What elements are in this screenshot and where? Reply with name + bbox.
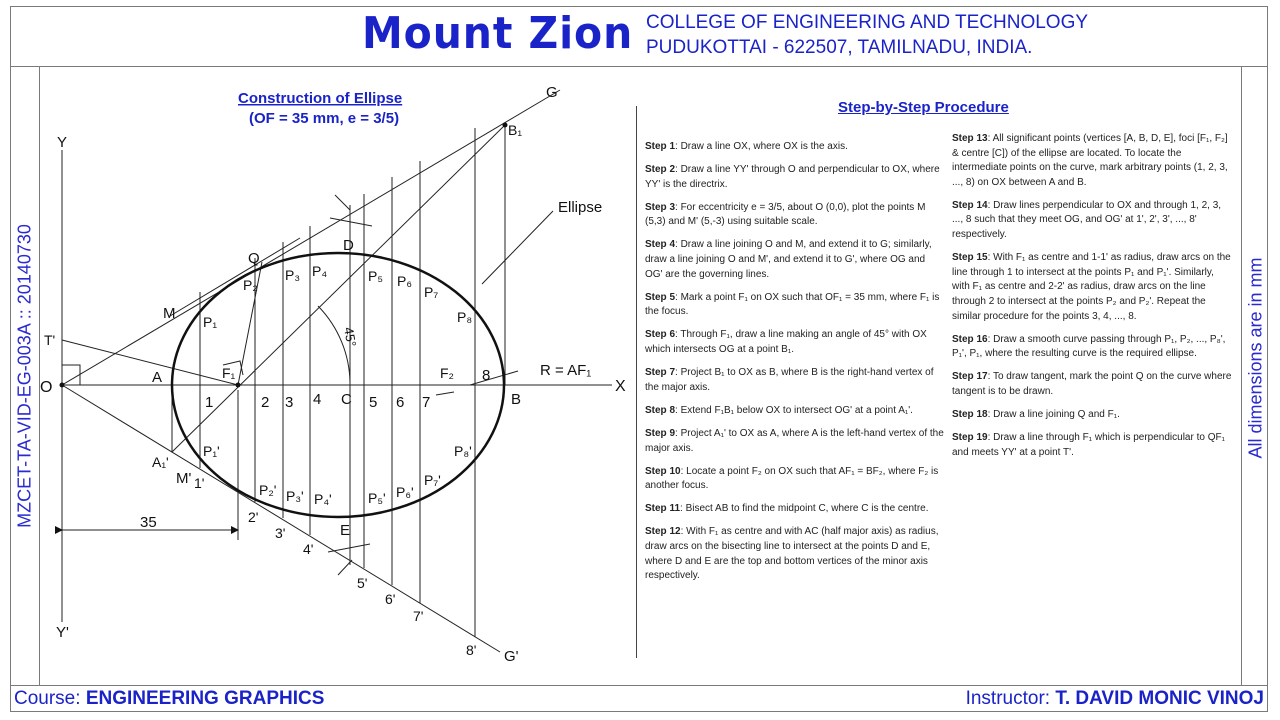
lower-num-7: 7'	[413, 608, 424, 624]
tangent-at-q	[170, 238, 300, 316]
course-info	[14, 688, 324, 710]
label-g: G	[546, 84, 558, 101]
point-p5: P₅	[368, 268, 383, 284]
label-f1: F₁	[222, 365, 236, 381]
procedure-step	[645, 238, 945, 282]
dimensions-note: All dimensions are in mm	[1245, 257, 1266, 459]
governing-line-og	[62, 90, 560, 385]
procedure-column-2	[952, 132, 1232, 469]
step-text: : Mark a point F₁ on OX such that OF₁ = 35 mm, where F₁ is the focus.	[645, 291, 940, 318]
step-text: : Draw a line joining Q and F₁.	[987, 409, 1120, 420]
step-text: : Locate a point F₂ on OX such that AF₁ = BF₂, where F₂ is another focus.	[645, 465, 939, 492]
step-text: : To draw tangent, mark the point Q on the curve where tangent is to be drawn.	[952, 371, 1232, 397]
point-p5-prime: P₅'	[368, 490, 386, 506]
procedure-step	[645, 465, 945, 494]
point-p6-prime: P₆'	[396, 484, 414, 500]
label-g-prime: G'	[504, 648, 519, 665]
step-text: : Draw a line joining O and M, and extend it to G; similarly, draw a line joining O and M', and extend it to G', where OG and OG' are the governing lines.	[645, 239, 932, 280]
procedure-step	[645, 427, 945, 456]
axis-num-7: 7	[422, 394, 431, 411]
step-label: Step 11	[645, 503, 681, 515]
step-label: Step 17	[952, 371, 988, 383]
point-p4: P₄	[312, 263, 328, 279]
step-label: Step 14	[952, 199, 988, 211]
point-p1: P₁	[203, 314, 218, 330]
label-e: E	[340, 522, 351, 539]
axis-num-8: 8	[482, 367, 491, 384]
lower-num-4: 4'	[303, 541, 314, 557]
instructor-value: T. DAVID MONIC VINOJ	[1055, 688, 1264, 709]
step-text: : All significant points (vertices [A, B, D, E], foci [F₁, F₂] & centre [C]) of the ellipse are located. To locate the intermediate points on the curve, mark arbitrary points (1, 2, 3, ..., 8) on OX between A and B.	[952, 133, 1228, 188]
point-p4-prime: P₄'	[314, 491, 332, 507]
step-label: Step 1	[645, 141, 676, 152]
point-p3-prime: P₃'	[286, 488, 304, 504]
procedure-step	[645, 525, 945, 583]
point-p7-prime: P₇'	[424, 472, 441, 488]
axis-num-1: 1	[205, 394, 214, 411]
lower-num-5: 5'	[357, 575, 368, 591]
procedure-step	[645, 163, 945, 192]
right-angle-mark-o	[62, 365, 80, 385]
point-p3: P₃	[285, 267, 301, 283]
procedure-title: Step-by-Step Procedure	[838, 99, 1009, 116]
procedure-step	[952, 132, 1232, 190]
step-text: : Bisect AB to find the midpoint C, where C is the centre.	[680, 503, 929, 515]
label-y: Y	[57, 134, 68, 151]
governing-line-og-prime	[62, 385, 500, 652]
label-m: M	[163, 305, 176, 322]
point-p6: P₆	[397, 273, 412, 289]
instructor-info	[966, 688, 1264, 710]
procedure-step	[952, 431, 1232, 460]
procedure-step	[645, 328, 945, 357]
lower-num-6: 6'	[385, 591, 396, 607]
step-label: Step 19	[952, 432, 988, 444]
label-y-prime: Y'	[56, 624, 69, 641]
step-text: : Draw lines perpendicular to OX and through 1, 2, 3, ..., 8 such that they meet OG, and OG' at 1', 2', 3', ..., 8' respectively.	[952, 199, 1222, 241]
label-q: Q	[248, 250, 260, 267]
label-b1: B₁	[508, 122, 523, 138]
lower-num-8: 8'	[466, 642, 477, 658]
step-label: Step 8	[645, 404, 676, 416]
ellipse-construction-diagram	[0, 0, 640, 690]
step-text: : For eccentricity e = 3/5, about O (0,0), plot the points M (5,3) and M' (5,-3) using suitable scale.	[645, 201, 926, 228]
point-p7: P₇	[424, 284, 439, 300]
point-p8: P₈	[457, 309, 473, 325]
step-label: Step 13	[952, 133, 988, 144]
instructor-label: Instructor:	[965, 688, 1056, 709]
label-d: D	[343, 237, 354, 254]
step-text: : With F₁ as centre and 1-1' as radius, draw arcs on the line through 1 to intersect at the points P₁ and P₁'. Similarly, with F₁ as centre and 2-2' as radius, draw arcs on the line through 2 to intersect at the points P₂ and P₂'. Repeat the similar procedure for the points 3, 4, ..., 8.	[952, 252, 1231, 322]
ellipse-label: Ellipse	[558, 199, 603, 216]
college-line-2: PUDUKOTTAI - 622507, TAMILNADU, INDIA.	[646, 37, 1033, 58]
b1-dot	[503, 123, 508, 128]
lower-num-2: 2'	[248, 509, 259, 525]
step-text: : Draw a line YY' through O and perpendicular to OX, where YY' is the directrix.	[645, 164, 940, 190]
procedure-step	[645, 404, 945, 419]
line-b1-a1	[172, 125, 505, 452]
axis-num-4: 4	[313, 391, 322, 408]
label-f2: F₂	[440, 365, 454, 381]
diagram-subtitle: (OF = 35 mm, e = 3/5)	[249, 110, 400, 127]
brand-logo-text: Mount Zion	[362, 8, 634, 59]
label-a: A	[152, 369, 163, 386]
r-leader	[470, 371, 518, 385]
axis-num-5: 5	[369, 394, 378, 411]
step-label: Step 12	[645, 526, 681, 538]
step-label: Step 2	[645, 164, 676, 176]
step-label: Step 9	[645, 427, 676, 439]
point-p2-prime: P₂'	[259, 482, 277, 498]
label-m-prime: M'	[176, 470, 192, 487]
bisector-mark-top	[335, 195, 350, 210]
label-a1-prime: A₁'	[152, 454, 169, 470]
step-text: : Draw a smooth curve passing through P₁, P₂, ..., P₈', P₁', P₁, where the resulting curve is the required ellipse.	[952, 333, 1226, 360]
point-p8-prime: P₈'	[454, 443, 472, 459]
procedure-step	[952, 370, 1232, 399]
procedure-column-1	[645, 140, 945, 592]
procedure-step	[952, 408, 1232, 423]
step-label: Step 7	[645, 367, 676, 379]
step-text: : Extend F₁B₁ below OX to intersect OG' at a point A₁'.	[675, 404, 913, 416]
procedure-step	[645, 502, 945, 517]
document-code: MZCET-TA-VID-EG-003A :: 20140730	[14, 224, 35, 528]
step-label: Step 5	[645, 291, 676, 303]
ellipse-leader	[482, 211, 553, 284]
procedure-step	[952, 251, 1232, 324]
step-text: : With F₁ as centre and with AC (half major axis) as radius, draw arcs on the bisecting line to intersect at the points D and E, where D and E are the top and bottom vertices of the minor axis respectively.	[645, 526, 939, 582]
step-label: Step 6	[645, 329, 676, 341]
dimension-35-label: 35	[140, 514, 157, 531]
step-text: : Project B₁ to OX as B, where B is the right-hand vertex of the major axis.	[645, 367, 934, 393]
lower-num-3: 3'	[275, 525, 286, 541]
r-label: R = AF₁	[540, 362, 592, 379]
point-p1-prime: P₁'	[203, 443, 220, 459]
college-line-1: COLLEGE OF ENGINEERING AND TECHNOLOGY	[646, 12, 1089, 33]
college-name	[646, 10, 1088, 60]
procedure-divider	[636, 106, 637, 658]
step-label: Step 18	[952, 409, 988, 420]
label-o: O	[40, 379, 53, 396]
course-value: ENGINEERING GRAPHICS	[85, 688, 325, 709]
label-x: X	[615, 378, 626, 395]
label-t-prime: T'	[44, 332, 56, 348]
step-label: Step 16	[952, 333, 988, 345]
point-p2: P₂	[243, 277, 258, 293]
step-text: : Through F₁, draw a line making an angle of 45° with OX which intersects OG at a point B₁.	[645, 329, 927, 356]
label-c: C	[341, 391, 352, 408]
procedure-step	[645, 201, 945, 230]
step-text: : Draw a line OX, where OX is the axis.	[675, 141, 848, 152]
step-label: Step 15	[952, 252, 988, 264]
tangent-t-line	[62, 340, 238, 385]
procedure-step	[645, 291, 945, 320]
step-text: : Project A₁' to OX as A, where A is the left-hand vertex of the major axis.	[645, 427, 944, 454]
label-b: B	[511, 391, 522, 408]
procedure-step	[952, 333, 1232, 362]
arc-r-mark	[436, 392, 454, 395]
origin-dot	[60, 383, 65, 388]
step-label: Step 10	[645, 465, 681, 477]
right-margin-divider	[1241, 66, 1242, 685]
angle-label: 45°	[341, 325, 360, 348]
course-label: Course:	[14, 688, 86, 709]
focus-f1-dot	[236, 383, 241, 388]
axis-num-2: 2	[261, 394, 270, 411]
procedure-step	[645, 140, 945, 155]
procedure-step	[645, 366, 945, 395]
procedure-step	[952, 199, 1232, 243]
diagram-title: Construction of Ellipse	[238, 90, 403, 107]
axis-num-6: 6	[396, 394, 405, 411]
step-label: Step 4	[645, 239, 676, 251]
step-text: : Draw a line through F₁ which is perpendicular to QF₁ and meets YY' at a point T'.	[952, 432, 1225, 458]
axis-num-3: 3	[285, 394, 294, 411]
step-label: Step 3	[645, 201, 676, 213]
lower-num-1: 1'	[194, 475, 205, 491]
